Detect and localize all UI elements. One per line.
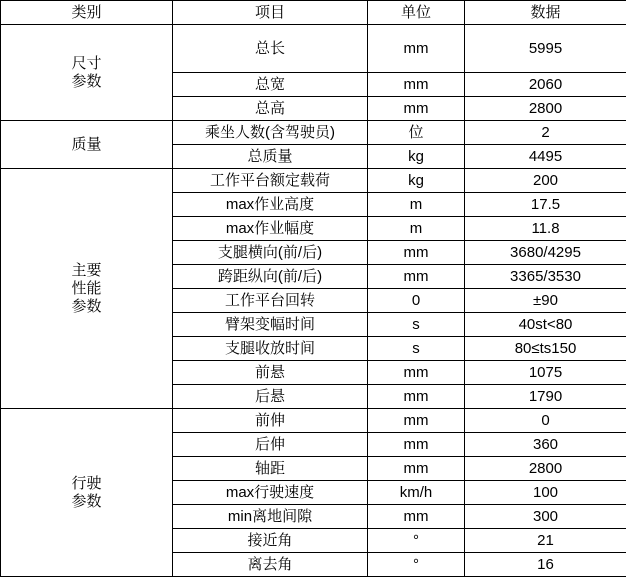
unit-cell: °: [368, 529, 465, 553]
header-unit: 单位: [368, 1, 465, 25]
unit-cell: mm: [368, 409, 465, 433]
category-cell: [1, 409, 173, 577]
value-cell: 2800: [465, 457, 626, 481]
header-row: [1, 1, 626, 25]
unit-cell: 位: [368, 121, 465, 145]
item-cell: 总高: [173, 97, 368, 121]
item-cell: max作业幅度: [173, 217, 368, 241]
unit-cell: mm: [368, 265, 465, 289]
category-label: 主要: [71, 261, 102, 279]
unit-cell: km/h: [368, 481, 465, 505]
unit-cell: mm: [368, 25, 465, 73]
table-row: [1, 121, 626, 145]
category-cell: [1, 169, 173, 409]
value-cell: 1075: [465, 361, 626, 385]
value-cell: 3680/4295: [465, 241, 626, 265]
value-cell: 100: [465, 481, 626, 505]
value-cell: 3365/3530: [465, 265, 626, 289]
item-cell: max行驶速度: [173, 481, 368, 505]
unit-cell: kg: [368, 169, 465, 193]
item-cell: min离地间隙: [173, 505, 368, 529]
item-cell: 前伸: [173, 409, 368, 433]
category-label: 性能: [71, 279, 102, 297]
category-label: 质量: [71, 135, 102, 153]
value-cell: 11.8: [465, 217, 626, 241]
table-body: [1, 25, 626, 577]
unit-cell: s: [368, 313, 465, 337]
value-cell: 2060: [465, 73, 626, 97]
item-cell: 工作平台额定载荷: [173, 169, 368, 193]
item-cell: 前悬: [173, 361, 368, 385]
category-label: 尺寸: [71, 54, 102, 72]
value-cell: 0: [465, 409, 626, 433]
item-cell: 接近角: [173, 529, 368, 553]
unit-cell: 0: [368, 289, 465, 313]
header-value: 数据: [465, 1, 626, 25]
item-cell: 工作平台回转: [173, 289, 368, 313]
value-cell: 300: [465, 505, 626, 529]
item-cell: 离去角: [173, 553, 368, 577]
item-cell: 乘坐人数(含驾驶员): [173, 121, 368, 145]
value-cell: ±90: [465, 289, 626, 313]
category-cell: [1, 121, 173, 169]
item-cell: 后伸: [173, 433, 368, 457]
item-cell: 后悬: [173, 385, 368, 409]
value-cell: 1790: [465, 385, 626, 409]
table-row: [1, 409, 626, 433]
unit-cell: s: [368, 337, 465, 361]
item-cell: 支腿横向(前/后): [173, 241, 368, 265]
item-cell: 总质量: [173, 145, 368, 169]
unit-cell: m: [368, 217, 465, 241]
unit-cell: mm: [368, 241, 465, 265]
unit-cell: mm: [368, 433, 465, 457]
category-label: 参数: [71, 297, 102, 315]
value-cell: 2800: [465, 97, 626, 121]
table-row: [1, 169, 626, 193]
unit-cell: mm: [368, 97, 465, 121]
category-label: 行驶: [71, 474, 102, 492]
item-cell: 跨距纵向(前/后): [173, 265, 368, 289]
item-cell: 总长: [173, 25, 368, 73]
value-cell: 16: [465, 553, 626, 577]
unit-cell: mm: [368, 385, 465, 409]
unit-cell: mm: [368, 457, 465, 481]
table-row: [1, 25, 626, 73]
category-label: 参数: [71, 492, 102, 510]
category-label: 参数: [71, 72, 102, 90]
value-cell: 360: [465, 433, 626, 457]
item-cell: 总宽: [173, 73, 368, 97]
value-cell: 200: [465, 169, 626, 193]
unit-cell: °: [368, 553, 465, 577]
item-cell: max作业高度: [173, 193, 368, 217]
category-cell: [1, 25, 173, 121]
item-cell: 轴距: [173, 457, 368, 481]
header-item: 项目: [173, 1, 368, 25]
value-cell: 40st<80: [465, 313, 626, 337]
value-cell: 2: [465, 121, 626, 145]
unit-cell: mm: [368, 73, 465, 97]
item-cell: 支腿收放时间: [173, 337, 368, 361]
unit-cell: mm: [368, 361, 465, 385]
value-cell: 17.5: [465, 193, 626, 217]
item-cell: 臂架变幅时间: [173, 313, 368, 337]
value-cell: 5995: [465, 25, 626, 73]
value-cell: 80≤ts150: [465, 337, 626, 361]
value-cell: 21: [465, 529, 626, 553]
value-cell: 4495: [465, 145, 626, 169]
header-category: 类别: [1, 1, 173, 25]
unit-cell: m: [368, 193, 465, 217]
unit-cell: kg: [368, 145, 465, 169]
unit-cell: mm: [368, 505, 465, 529]
